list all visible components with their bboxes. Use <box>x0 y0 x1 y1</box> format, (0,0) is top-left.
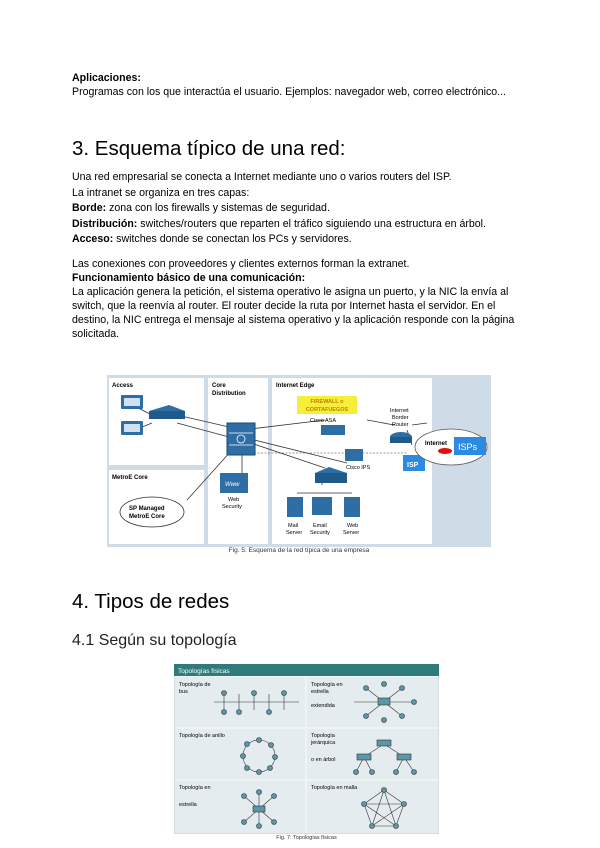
access-label: Access <box>112 383 134 389</box>
aplicaciones-text: Programas con los que interactúa el usuario. Ejemplos: navegador web, correo electrónico... <box>72 86 506 98</box>
acceso-line <box>72 232 532 248</box>
bus-label1: Topología de <box>179 682 211 688</box>
firewall-label1: FIREWALL o <box>310 399 344 405</box>
core-zone <box>208 378 268 544</box>
mail-server-icon <box>287 497 303 517</box>
distribucion-line <box>72 217 532 233</box>
edge-label: Internet Edge <box>276 383 315 389</box>
sp-label1: SP Managed <box>129 506 165 512</box>
web-security-label1: Web <box>228 497 240 503</box>
websrv-label2: Server <box>343 530 360 536</box>
acceso-label: Acceso: <box>72 233 114 246</box>
web-server-icon <box>344 497 360 517</box>
sp-cloud-icon <box>120 497 184 527</box>
distribucion-label: Distribución: <box>72 217 138 230</box>
section3-p1: Una red empresarial se conecta a Internet mediante uno o varios routers del ISP. <box>72 171 452 183</box>
star-label1: Topología en <box>179 785 211 791</box>
section3-body <box>72 170 532 248</box>
borde-text: zona con los firewalls y sistemas de seguridad. <box>106 202 330 215</box>
aplicaciones-block <box>72 71 532 99</box>
section3-heading: 3. Esquema típico de una red: <box>72 137 346 160</box>
distribution-label: Distribution <box>212 391 246 397</box>
network-diagram <box>107 375 491 547</box>
email-label1: Email <box>313 523 327 529</box>
distribucion-text: switches/routers que reparten el tráfico siguiendo una estructura en árbol. <box>137 217 486 230</box>
borde-label: Borde: <box>72 202 107 215</box>
fig5-caption: Fig. 5: Esquema de la red típica de una empresa <box>228 547 370 554</box>
email-security-icon <box>312 497 332 515</box>
ring-label: Topología de anillo <box>179 733 225 739</box>
funcionamiento-text: La aplicación genera la petición, el sistema operativo le asigna un puerto, y la NIC la envía al switch, que la reenvía al router. El router decide la ruta por Internet hasta el servidor. En el destino, la NIC entrega el mensaje al sistema operativo y la aplicación responde con la página solicitada. <box>72 286 515 340</box>
mail-label2: Server <box>286 530 303 536</box>
sp-label2: MetroE Core <box>129 514 165 520</box>
isps-label: ISPs <box>458 442 478 452</box>
core-switch-icon <box>227 423 255 455</box>
section3-body2 <box>72 257 532 341</box>
isp-label: ISP <box>407 462 419 469</box>
websrv-label1: Web <box>347 523 359 529</box>
core-label: Core <box>212 383 226 389</box>
web-security-label2: Security <box>222 504 242 510</box>
bus-label2: bus <box>179 689 188 695</box>
star-label2: estrella <box>179 802 197 808</box>
jer-label1: Topología <box>311 733 335 739</box>
section41-heading: 4.1 Según su topología <box>72 632 237 649</box>
aplicaciones-title: Aplicaciones: <box>72 72 141 84</box>
firewall-label2: CORTAFUEGOS <box>305 407 349 413</box>
ips-icon <box>345 449 363 461</box>
jer-label3: o en árbol <box>311 757 336 763</box>
metroe-label: MetroE Core <box>112 475 148 481</box>
section3-p3: Las conexiones con proveedores y clientes externos forman la extranet. <box>72 258 410 270</box>
ext-label3: extendida <box>311 703 335 709</box>
funcionamiento-title: Funcionamiento básico de una comunicación: <box>72 272 306 284</box>
section4-heading: 4. Tipos de redes <box>72 590 230 613</box>
mesh-label: Topología en malla <box>311 785 358 791</box>
acceso-text: switches donde se conectan los PCs y servidores. <box>113 233 352 246</box>
internet-label: Internet <box>425 441 448 447</box>
asa-label: Cisco ASA <box>310 418 336 424</box>
topologies-header: Topologías físicas <box>178 668 230 675</box>
ext-label2: estrella <box>311 689 329 695</box>
ext-label1: Topología en <box>311 682 343 688</box>
fig7-caption: Fig. 7: Topologías físicas <box>276 835 337 841</box>
ibr-label3: Router <box>392 422 409 428</box>
topologies-diagram <box>174 664 439 834</box>
section3-p2: La intranet se organiza en tres capas: <box>72 186 250 199</box>
borde-line <box>72 201 532 217</box>
asa-icon <box>321 425 345 435</box>
mail-label1: Mail <box>288 523 299 529</box>
jer-label2: jerárquica <box>311 740 336 746</box>
ips-label: Cisco IPS <box>346 465 371 471</box>
ibr-label2: Border <box>392 415 409 421</box>
ibr-label1: Internet <box>390 408 409 414</box>
www-label: Www <box>225 482 240 488</box>
email-label2: Security <box>310 530 330 536</box>
